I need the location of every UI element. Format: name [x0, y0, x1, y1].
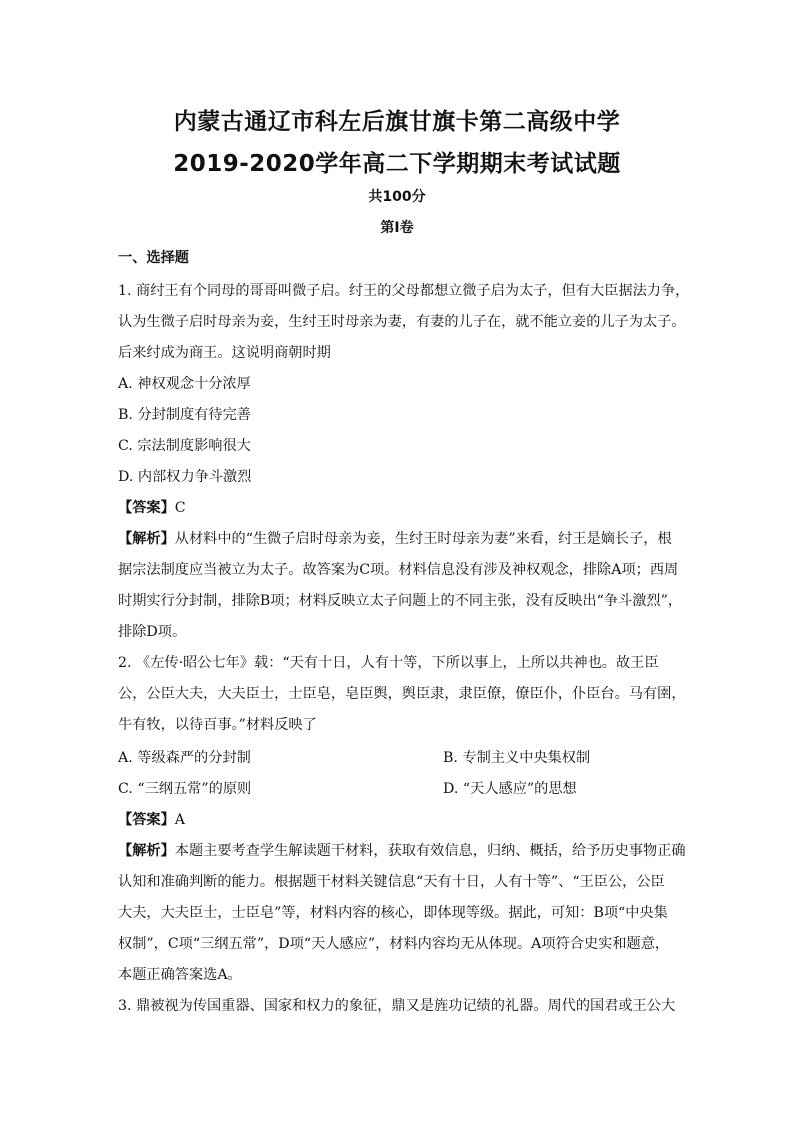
school-title: 内蒙古通辽市科左后旗甘旗卡第二高级中学: [173, 109, 621, 135]
analysis-label: 【解析】: [118, 531, 175, 547]
answer-label: 【答案】: [118, 500, 175, 516]
q1-analysis-line: 排除D项。: [118, 624, 187, 640]
q1-stem-line: 认为生微子启时母亲为妾，生纣王时母亲为妻，有妻的儿子在，就不能立妾的儿子为太子。: [118, 314, 686, 330]
q3-stem-line: 3. 鼎被视为传国重器、国家和权力的象征，鼎又是旌功记绩的礼器。周代的国君或王公大: [118, 998, 676, 1014]
section-title: 一、选择题: [118, 250, 189, 266]
q2-stem-line: 公，公臣大夫，大夫臣士，士臣皂，皂臣舆，舆臣隶，隶臣僚，僚臣仆，仆臣台。马有圉，: [118, 686, 686, 702]
exam-title: 2019-2020学年高二下学期期末考试试题: [173, 151, 621, 177]
analysis-label: 【解析】: [118, 843, 175, 859]
analysis-text: 本题主要考查学生解读题干材料，获取有效信息，归纳、概括，给予历史事物正确: [174, 843, 686, 859]
q2-option-b: B. 专制主义中央集权制: [443, 750, 591, 766]
q1-option-b: B. 分封制度有待完善: [118, 407, 251, 423]
analysis-text: 从材料中的“生微子启时母亲为妾，生纣王时母亲为妻”来看，纣王是嫡长子，根: [174, 531, 672, 547]
q2-analysis-line: [118, 841, 686, 861]
q2-analysis-line: 认知和准确判断的能力。根据题干材料关键信息“天有十日，人有十等”、“王臣公，公臣: [118, 874, 665, 890]
total-score: 共100分: [368, 189, 426, 205]
q1-analysis-line: 时期实行分封制，排除B项；材料反映立太子问题上的不同主张，没有反映出“争斗激烈”，: [118, 593, 683, 609]
answer-value: A: [174, 812, 186, 828]
q1-analysis-line: [118, 529, 683, 549]
q1-answer: [118, 498, 683, 518]
q2-analysis-line: 权制”，C项“三纲五常”，D项“天人感应”，材料内容均无从体现。A项符合史实和题意，: [118, 936, 670, 952]
q2-analysis-line: 大夫，大夫臣士，士臣皂”等，材料内容的核心，即体现等级。据此，可知：B项“中央集: [118, 905, 668, 921]
q1-stem-line: 1. 商纣王有个同母的哥哥叫微子启。纣王的父母都想立微子启为太子，但有大臣据法力争，: [118, 283, 690, 299]
answer-label: 【答案】: [118, 812, 175, 828]
q2-stem-line: 牛有牧，以待百事。”材料反映了: [118, 717, 317, 733]
q1-stem-line: 后来纣成为商王。这说明商朝时期: [118, 345, 331, 361]
q1-analysis-line: 据宗法制度应当被立为太子。故答案为C项。材料信息没有涉及神权观念，排除A项；西周: [118, 562, 679, 578]
answer-value: C: [174, 500, 186, 516]
q2-option-c: C. “三纲五常”的原则: [118, 781, 252, 797]
q1-option-d: D. 内部权力争斗激烈: [118, 469, 252, 485]
q2-option-d: D. “天人感应”的思想: [443, 781, 577, 797]
volume-label: 第Ⅰ卷: [380, 220, 414, 236]
q2-stem-line: 2. 《左传·昭公七年》载：“天有十日，人有十等，下所以事上，上所以共神也。故王臣: [118, 655, 659, 671]
q1-option-c: C. 宗法制度影响很大: [118, 438, 251, 454]
q2-analysis-line: 本题正确答案选A。: [118, 967, 242, 983]
q1-option-a: A. 神权观念十分浓厚: [118, 376, 251, 392]
q2-answer: [118, 810, 683, 830]
q2-option-a: A. 等级森严的分封制: [118, 750, 251, 766]
